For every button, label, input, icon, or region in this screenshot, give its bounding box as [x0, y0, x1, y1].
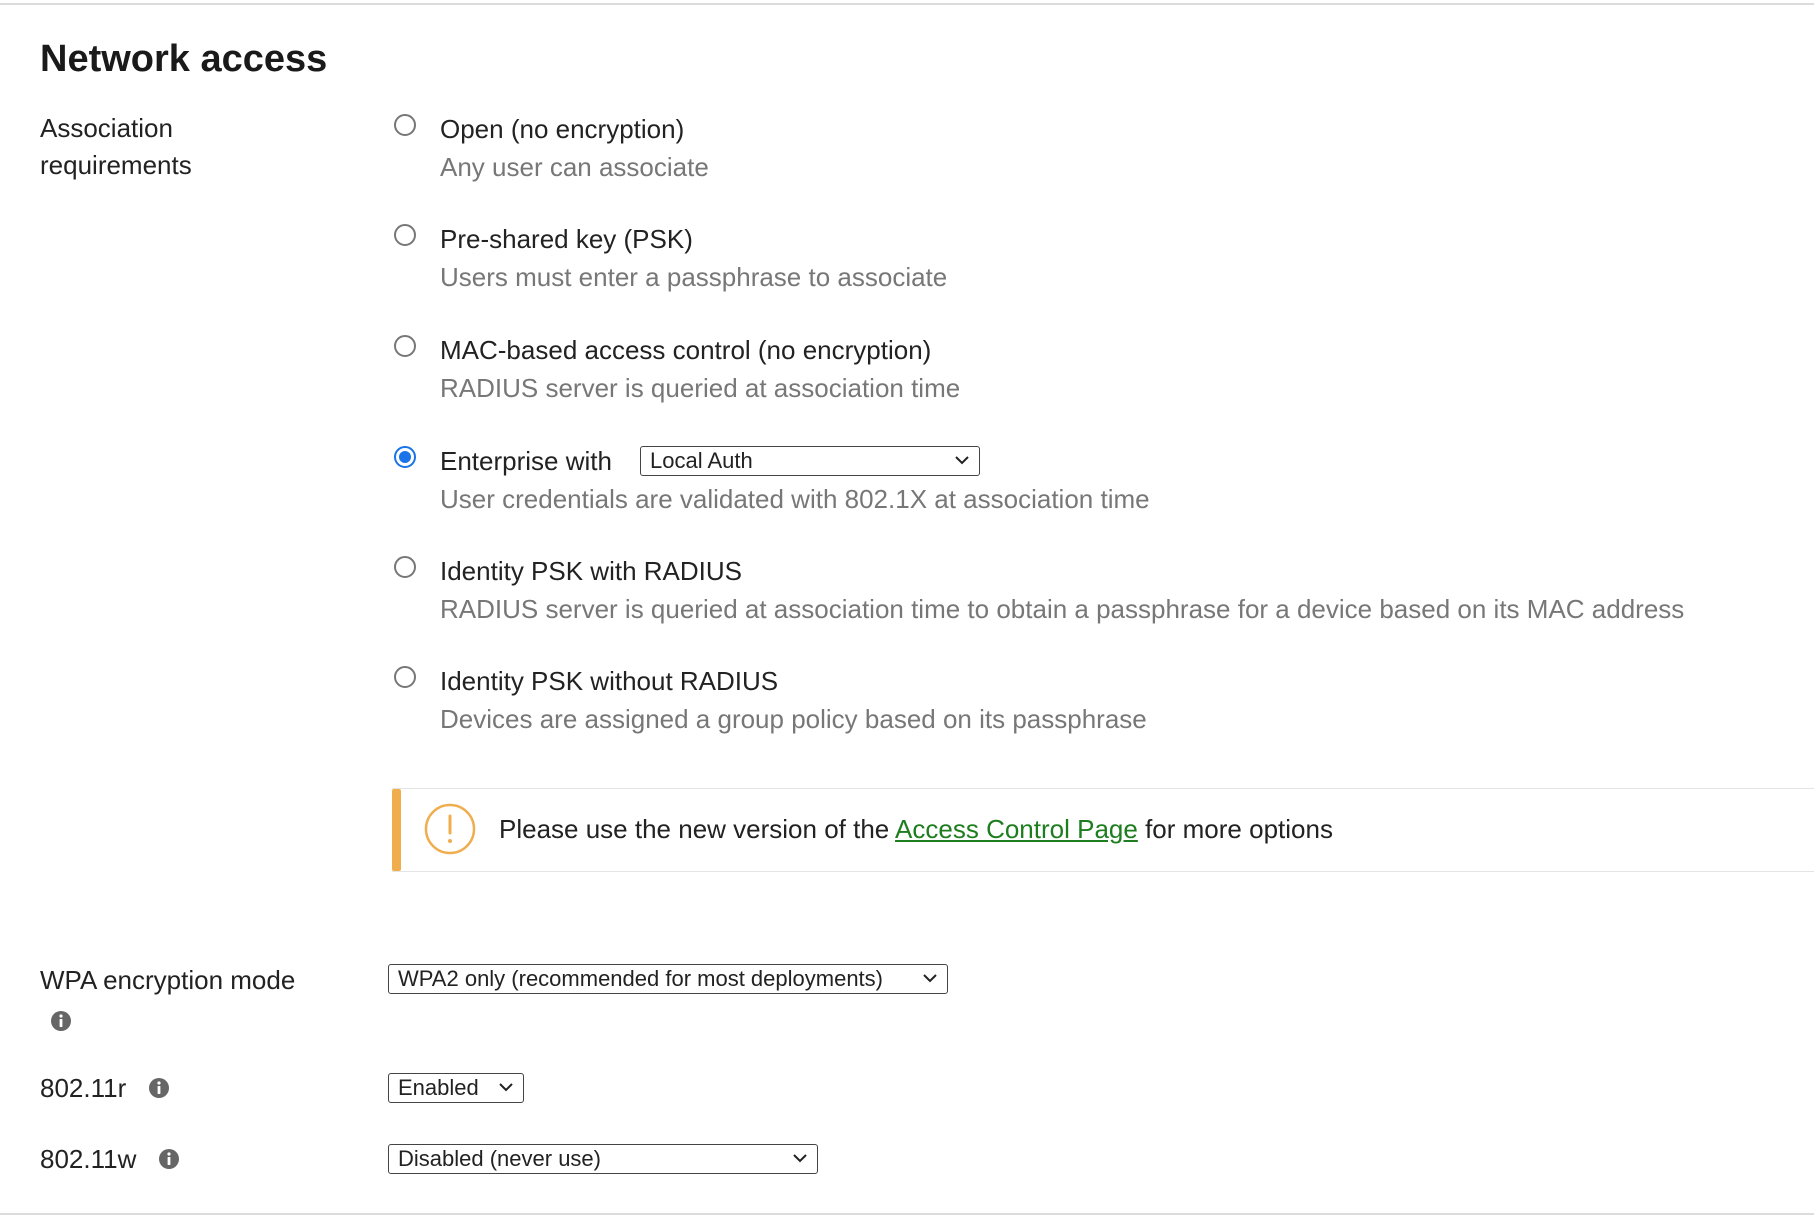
80211w-select[interactable] [388, 1144, 818, 1174]
radio-psk[interactable] [394, 224, 416, 246]
notice-accent-bar [392, 789, 401, 871]
notice-text-after: for more options [1145, 814, 1333, 844]
option-open[interactable] [392, 112, 1392, 192]
wpa-encryption-mode-select[interactable] [388, 964, 948, 994]
option-enterprise-title: Enterprise with [440, 446, 612, 476]
wpa-encryption-mode-value: WPA2 only (recommended for most deployments) [398, 966, 883, 991]
info-icon[interactable] [158, 1148, 180, 1170]
chevron-down-icon [954, 454, 970, 466]
option-identity-psk-radius-title: Identity PSK with RADIUS [440, 556, 742, 586]
info-icon[interactable] [50, 1010, 72, 1032]
radio-mac-based[interactable] [394, 335, 416, 357]
80211r-label [40, 1070, 340, 1107]
access-control-page-link[interactable]: Access Control Page [895, 814, 1138, 844]
option-identity-psk-radius-description: RADIUS server is queried at association time to obtain a passphrase for a device based on its MAC address [440, 594, 1685, 624]
option-identity-psk-no-radius-title: Identity PSK without RADIUS [440, 666, 779, 696]
80211r-label-text: 802.11r [40, 1073, 127, 1103]
chevron-down-icon [922, 972, 938, 984]
80211w-value: Disabled (never use) [398, 1146, 601, 1171]
option-identity-psk-radius[interactable] [392, 554, 1802, 634]
section-title: Network access [40, 38, 328, 80]
option-enterprise[interactable] [392, 444, 1492, 524]
info-icon[interactable] [148, 1077, 170, 1099]
radio-open[interactable] [394, 114, 416, 136]
radio-enterprise[interactable] [394, 446, 416, 468]
80211w-label [40, 1141, 340, 1178]
option-enterprise-description: User credentials are validated with 802.1X at association time [440, 484, 1150, 514]
enterprise-auth-select[interactable] [640, 446, 980, 476]
option-identity-psk-no-radius-description: Devices are assigned a group policy based on its passphrase [440, 704, 1147, 734]
chevron-down-icon [498, 1081, 514, 1093]
bottom-divider [0, 1213, 1814, 1215]
radio-identity-psk-radius[interactable] [394, 556, 416, 578]
option-mac-based[interactable] [392, 333, 1392, 413]
option-identity-psk-no-radius[interactable] [392, 664, 1392, 744]
option-mac-based-title: MAC-based access control (no encryption) [440, 335, 932, 365]
notice-text-before: Please use the new version of the [499, 814, 890, 844]
option-mac-based-description: RADIUS server is queried at association time [440, 373, 961, 403]
option-psk-title: Pre-shared key (PSK) [440, 224, 693, 254]
association-requirements-label: Association requirements [40, 113, 192, 180]
option-psk-description: Users must enter a passphrase to associate [440, 262, 948, 292]
access-control-notice [392, 788, 1814, 872]
notice-message [499, 811, 1333, 847]
wpa-encryption-mode-label-text: WPA encryption mode [40, 965, 296, 995]
warning-circle-icon [424, 803, 476, 855]
option-open-description: Any user can associate [440, 152, 709, 182]
option-open-title: Open (no encryption) [440, 114, 685, 144]
80211w-label-text: 802.11w [40, 1144, 137, 1174]
radio-identity-psk-no-radius[interactable] [394, 666, 416, 688]
wpa-encryption-mode-label [40, 962, 340, 1036]
enterprise-auth-select-value: Local Auth [650, 448, 753, 473]
chevron-down-icon [792, 1152, 808, 1164]
80211r-value: Enabled [398, 1075, 479, 1100]
option-psk[interactable] [392, 222, 1392, 302]
80211r-select[interactable] [388, 1073, 524, 1103]
top-divider [0, 3, 1814, 5]
